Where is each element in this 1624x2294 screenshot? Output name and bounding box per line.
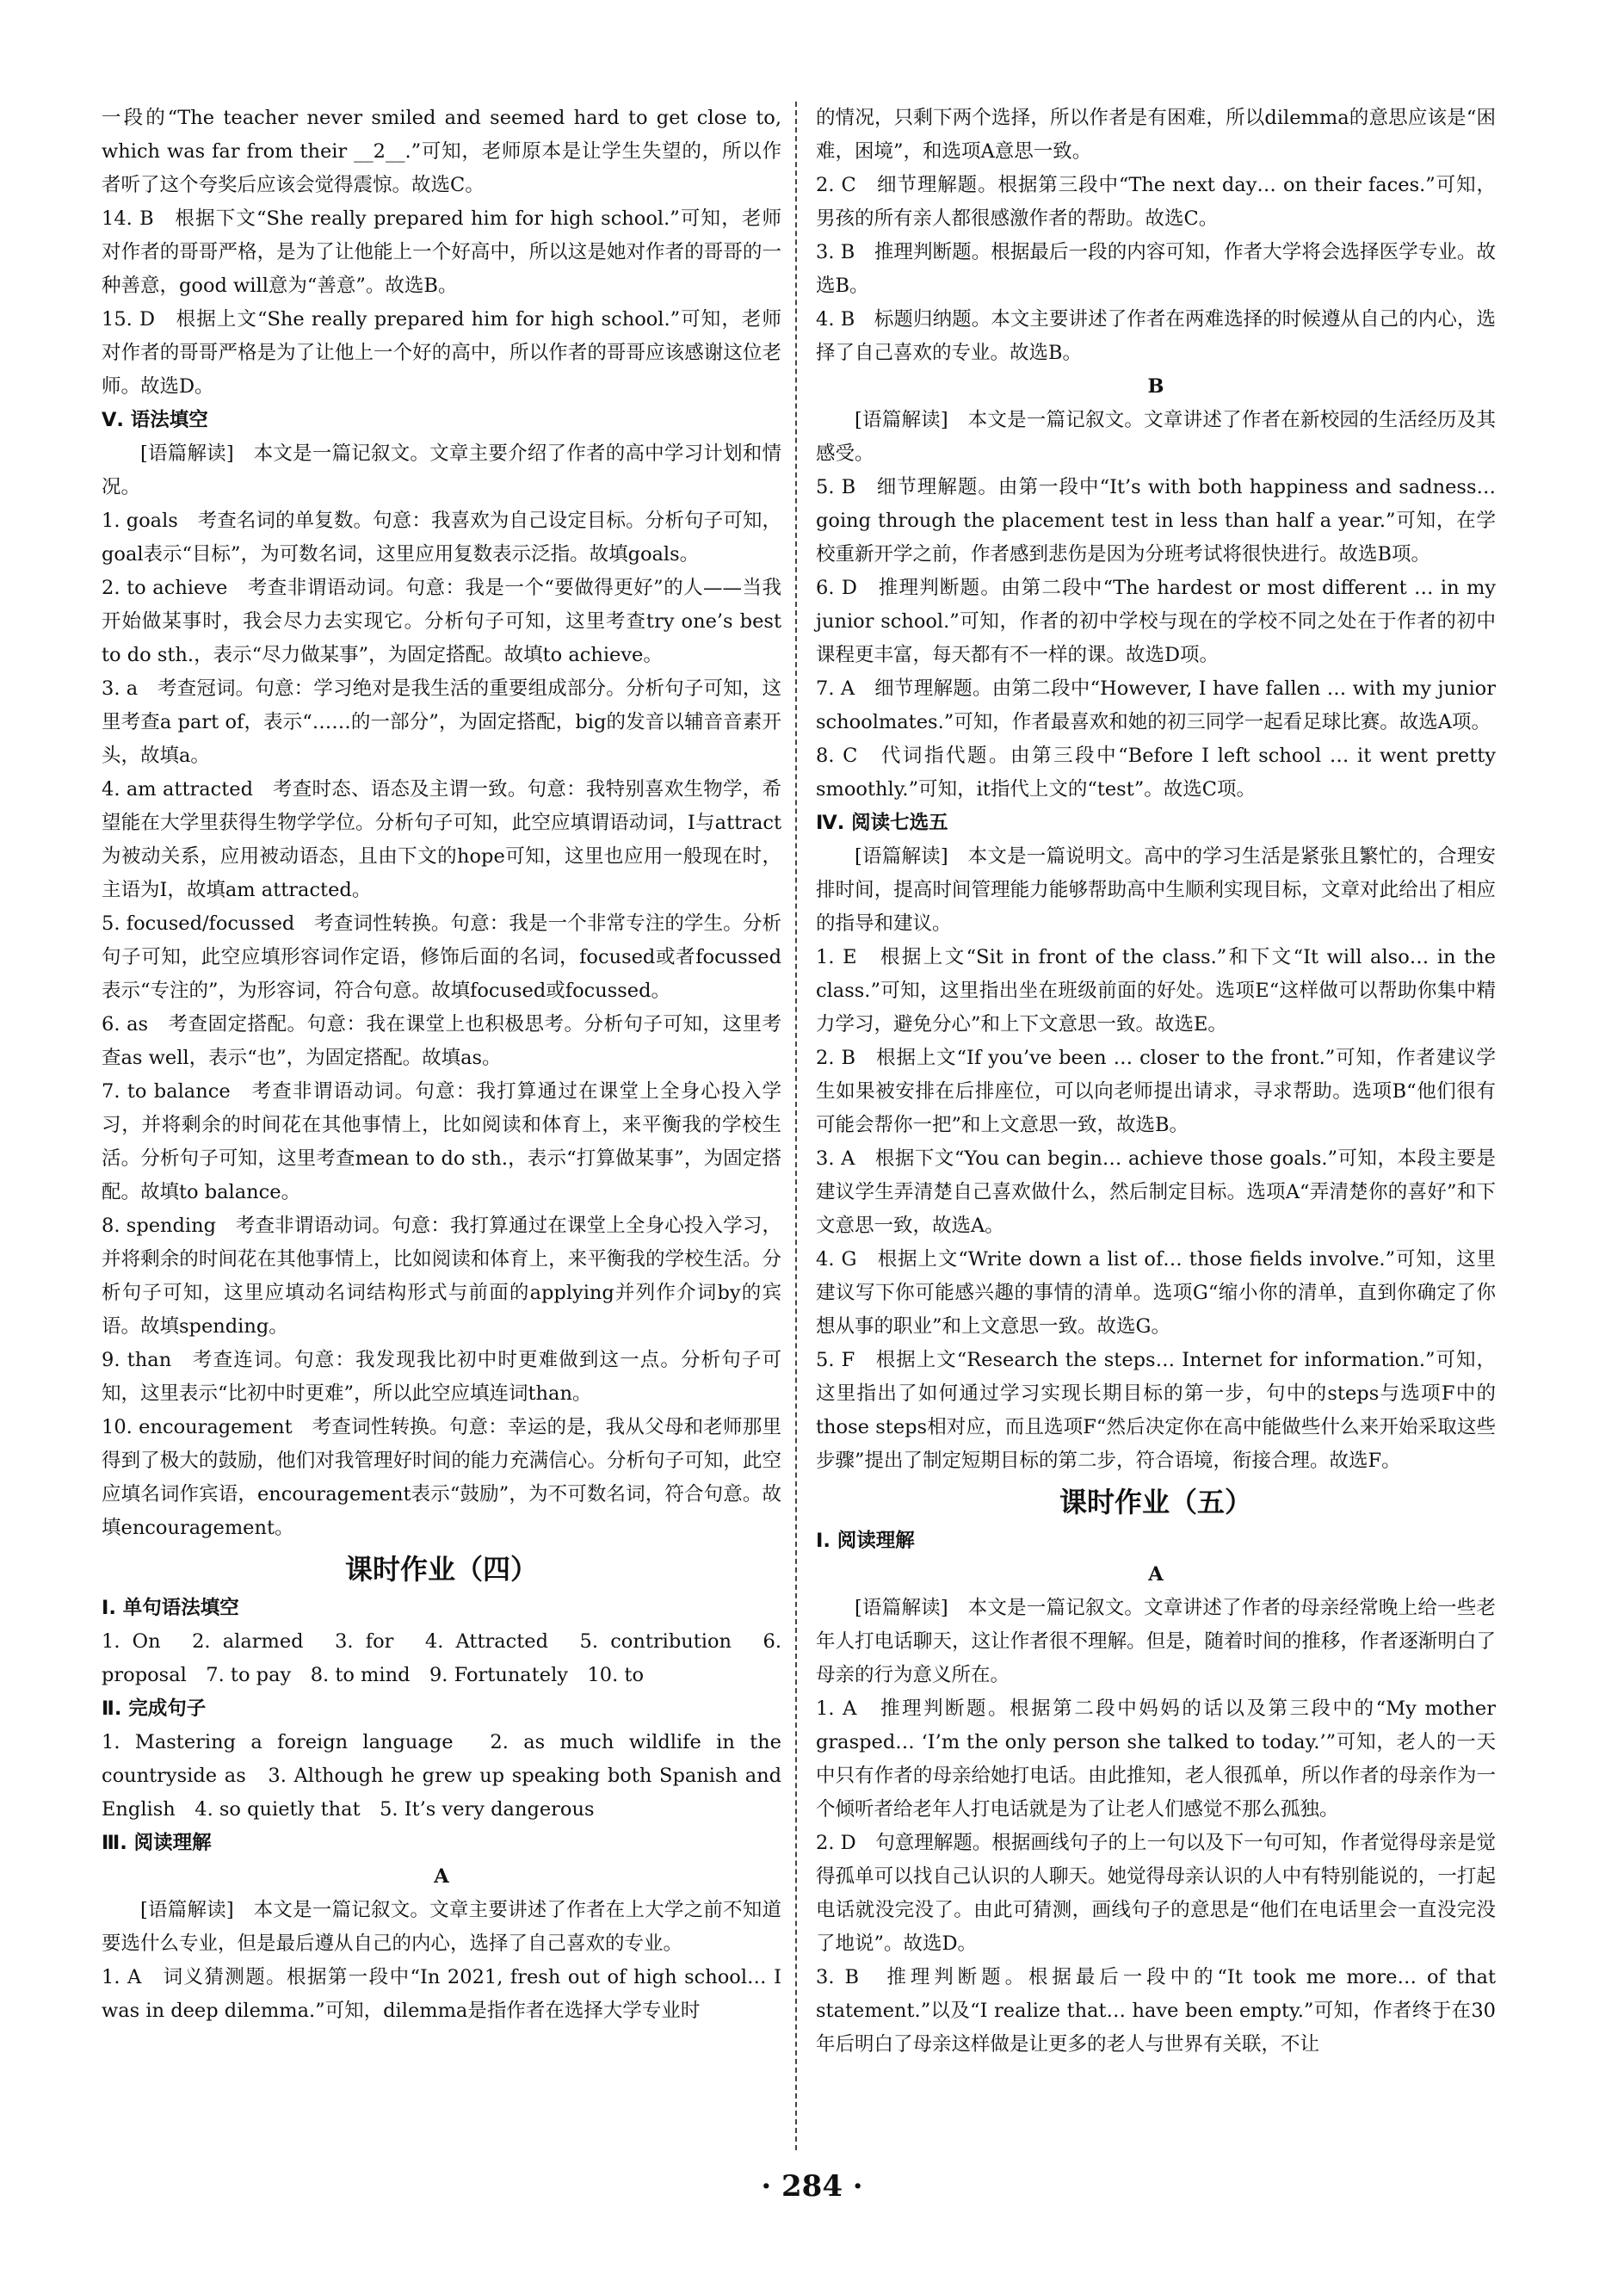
answer-explanation: 6. as 考查固定搭配。句意：我在课堂上也积极思考。分析句子可知，这里考查as well，表示“也”，为固定搭配。故填as。 (102, 1013, 781, 1069)
passage-summary: [语篇解读] 本文是一篇记叙文。文章主要介绍了作者的高中学习计划和情况。 (102, 442, 781, 498)
answer-explanation: 3. B 推理判断题。根据最后一段的内容可知，作者大学将会选择医学专业。故选B。 (816, 241, 1496, 297)
passage-summary: [语篇解读] 本文是一篇记叙文。文章讲述了作者在新校园的生活经历及其感受。 (816, 409, 1496, 465)
lesson-title: 课时作业（四） (344, 1553, 538, 1586)
section-heading: Ⅴ. 语法填空 (102, 409, 208, 431)
answer-explanation: 8. spending 考查非谓语动词。句意：我打算通过在课堂上全身心投入学习，并将剩余的时间花在其他事情上，比如阅读和体育上，来平衡我的学校生活。分析句子可知，这里应填动名词结构形式与前面的applying并列作介词by的宾语。故填spending。 (102, 1215, 781, 1338)
answer-explanation: 5. focused/focussed 考查词性转换。句意：我是一个非常专注的学生。分析句子可知，此空应填形容词作定语，修饰后面的名词，focused或者focussed表示“专注的”，为形容词，符合句意。故填focused或focussed。 (102, 912, 781, 1002)
section-heading: Ⅳ. 阅读七选五 (816, 812, 948, 834)
section-heading: Ⅲ. 阅读理解 (102, 1832, 212, 1854)
answer-explanation: 2. C 细节理解题。根据第三段中“The next day… on their faces.”可知，男孩的所有亲人都很感激作者的帮助。故选C。 (816, 174, 1496, 230)
answer-explanation: 4. am attracted 考查时态、语态及主谓一致。句意：我特别喜欢生物学，希望能在大学里获得生物学学位。分析句子可知，此空应填谓语动词，I与attract为被动关系，应用被动语态，且由下文的hope可知，这里也应用一般现在时，主语为I，故填am attracted。 (102, 778, 781, 901)
passage-label: A (1148, 1563, 1164, 1586)
passage-label: A (434, 1865, 449, 1888)
page-number: · 284 · (761, 2169, 863, 2204)
right-column (816, 102, 1496, 2062)
answer-explanation: 3. B 推理判断题。根据最后一段中的“It took me more… of that statement.”以及“I realize that… have been empty.”可知，作者终于在30年后明白了母亲这样做是让更多的老人与世界有关联，不让 (816, 1966, 1496, 2056)
answer-explanation: 5. B 细节理解题。由第一段中“It’s with both happiness and sadness… going through the placement test in less than half a year.”可知，在学校重新开学之前，作者感到悲伤是因为分班考试将很快进行。故选B项。 (816, 476, 1496, 566)
answer-explanation: 1. goals 考查名词的单复数。句意：我喜欢为自己设定目标。分析句子可知，goal表示“目标”，为可数名词，这里应用复数表示泛指。故填goals。 (102, 510, 781, 566)
passage-summary: [语篇解读] 本文是一篇说明文。高中的学习生活是紧张且繁忙的，合理安排时间，提高时间管理能力能够帮助高中生顺利实现目标，文章对此给出了相应的指导和建议。 (816, 845, 1496, 935)
answer-explanation: 8. C 代词指代题。由第三段中“Before I left school … it went pretty smoothly.”可知，it指代上文的“test”。故选C项。 (816, 745, 1496, 801)
answer-explanation: 2. to achieve 考查非谓语动词。句意：我是一个“要做得更好”的人——当我开始做某事时，我会尽力去实现它。分析句子可知，这里考查try one’s best to do sth.，表示“尽力做某事”，为固定搭配。故填to achieve。 (102, 577, 781, 666)
answer-explanation: 3. a 考查冠词。句意：学习绝对是我生活的重要组成部分。分析句子可知，这里考查a part of，表示“……的一部分”，为固定搭配，big的发音以辅音音素开头，故填a。 (102, 677, 781, 767)
passage-summary: [语篇解读] 本文是一篇记叙文。文章讲述了作者的母亲经常晚上给一些老年人打电话聊天，这让作者很不理解。但是，随着时间的推移，作者逐渐明白了母亲的行为意义所在。 (816, 1597, 1496, 1686)
answer-explanation: 4. G 根据上文“Write down a list of… those fields involve.”可知，这里建议写下你可能感兴趣的事情的清单。选项G“缩小你的清单，直到你确定了你想从事的职业”和上文意思一致。故选G。 (816, 1248, 1496, 1338)
answer-explanation: 的情况，只剩下两个选择，所以作者是有困难，所以dilemma的意思应该是“困难，困境”，和选项A意思一致。 (816, 107, 1496, 163)
column-divider (795, 102, 797, 2150)
answer-explanation: 1. A 词义猜测题。根据第一段中“In 2021, fresh out of high school… I was in deep dilemma.”可知，dilemma是指作者在选择大学专业时 (102, 1966, 781, 2022)
section-heading: Ⅰ. 单句语法填空 (102, 1597, 239, 1619)
section-heading: Ⅰ. 阅读理解 (816, 1530, 915, 1552)
answer-explanation: 7. to balance 考查非谓语动词。句意：我打算通过在课堂上全身心投入学习，并将剩余的时间花在其他事情上，比如阅读和体育上，来平衡我的学校生活。分析句子可知，这里考查mean to do sth.，表示“打算做某事”，为固定搭配。故填to balance。 (102, 1080, 781, 1203)
answer-explanation: 1. E 根据上文“Sit in front of the class.”和下文“It will also… in the class.”可知，这里指出坐在班级前面的好处。选项E“这样做可以帮助你集中精力学习，避免分心”和上下文意思一致。故选E。 (816, 946, 1496, 1036)
answer-explanation: 7. A 细节理解题。由第二段中“However, I have fallen … with my junior schoolmates.”可知，作者最喜欢和她的初三同学一起看足球比赛。故选A项。 (816, 677, 1496, 733)
answer-explanation: 14. B 根据下文“She really prepared him for high school.”可知，老师对作者的哥哥严格，是为了让他能上一个好高中，所以这是她对作者的哥哥的一种善意，good will意为“善意”。故选B。 (102, 207, 781, 297)
answer-explanation: 1. A 推理判断题。根据第二段中妈妈的话以及第三段中的“My mother grasped… ‘I’m the only person she talked to today.’”可知，老人的一天中只有作者的母亲给她打电话。由此推知，老人很孤单，所以作者的母亲作为一个倾听者给老年人打电话就是为了让老人们感觉不那么孤独。 (816, 1697, 1496, 1821)
left-column (102, 102, 781, 2028)
answer-list: 1. On 2. alarmed 3. for 4. Attracted 5. contribution 6. proposal 7. to pay 8. to mind 9. Fortunately 10. to (102, 1630, 781, 1686)
passage-label: B (1147, 375, 1164, 398)
answer-explanation: 3. A 根据下文“You can begin… achieve those goals.”可知，本段主要是建议学生弄清楚自己喜欢做什么，然后制定目标。选项A“弄清楚你的喜好”和下文意思一致，故选A。 (816, 1147, 1496, 1237)
answer-explanation: 2. D 句意理解题。根据画线句子的上一句以及下一句可知，作者觉得母亲是觉得孤单可以找自己认识的人聊天。她觉得母亲认识的人中有特别能说的，一打起电话就没完没了。由此可猜测，画线句子的意思是“他们在电话里会一直没完没了地说”。故选D。 (816, 1832, 1496, 1955)
answer-explanation: 15. D 根据上文“She really prepared him for high school.”可知，老师对作者的哥哥严格是为了让他上一个好的高中，所以作者的哥哥应该感谢这位老师。故选D。 (102, 308, 781, 398)
answer-list: 1. Mastering a foreign language 2. as much wildlife in the countryside as 3. Although he grew up speaking both Spanish and English 4. so quietly that 5. It’s very dangerous (102, 1731, 781, 1821)
answer-explanation: 9. than 考查连词。句意：我发现我比初中时更难做到这一点。分析句子可知，这里表示“比初中时更难”，所以此空应填连词than。 (102, 1349, 781, 1405)
answer-explanation: 2. B 根据上文“If you’ve been … closer to the front.”可知，作者建议学生如果被安排在后排座位，可以向老师提出请求，寻求帮助。选项B“他们很有可能会帮你一把”和上文意思一致，故选B。 (816, 1047, 1496, 1136)
lesson-title: 课时作业（五） (1059, 1486, 1252, 1518)
answer-explanation: 6. D 推理判断题。由第二段中“The hardest or most different … in my junior school.”可知，作者的初中学校与现在的学校不同之处在于作者的初中课程更丰富，每天都有不一样的课。故选D项。 (816, 577, 1496, 666)
section-heading: Ⅱ. 完成句子 (102, 1697, 207, 1720)
answer-explanation: 4. B 标题归纳题。本文主要讲述了作者在两难选择的时候遵从自己的内心，选择了自己喜欢的专业。故选B。 (816, 308, 1496, 364)
passage-summary: [语篇解读] 本文是一篇记叙文。文章主要讲述了作者在上大学之前不知道要选什么专业，但是最后遵从自己的内心，选择了自己喜欢的专业。 (102, 1899, 781, 1955)
answer-explanation: 一段的“The teacher never smiled and seemed hard to get close to, which was far from their __2__.”可知，老师原本是让学生失望的，所以作者听了这个夸奖后应该会觉得震惊。故选C。 (102, 107, 781, 196)
answer-explanation: 10. encouragement 考查词性转换。句意：幸运的是，我从父母和老师那里得到了极大的鼓励，他们对我管理好时间的能力充满信心。分析句子可知，此空应填名词作宾语，encouragement表示“鼓励”，为不可数名词，符合句意。故填encouragement。 (102, 1416, 781, 1539)
answer-explanation: 5. F 根据上文“Research the steps… Internet for information.”可知，这里指出了如何通过学习实现长期目标的第一步，句中的steps与选项F中的those steps相对应，而且选项F“然后决定你在高中能做些什么来开始采取这些步骤”提出了制定短期目标的第二步，符合语境，衔接合理。故选F。 (816, 1349, 1496, 1472)
